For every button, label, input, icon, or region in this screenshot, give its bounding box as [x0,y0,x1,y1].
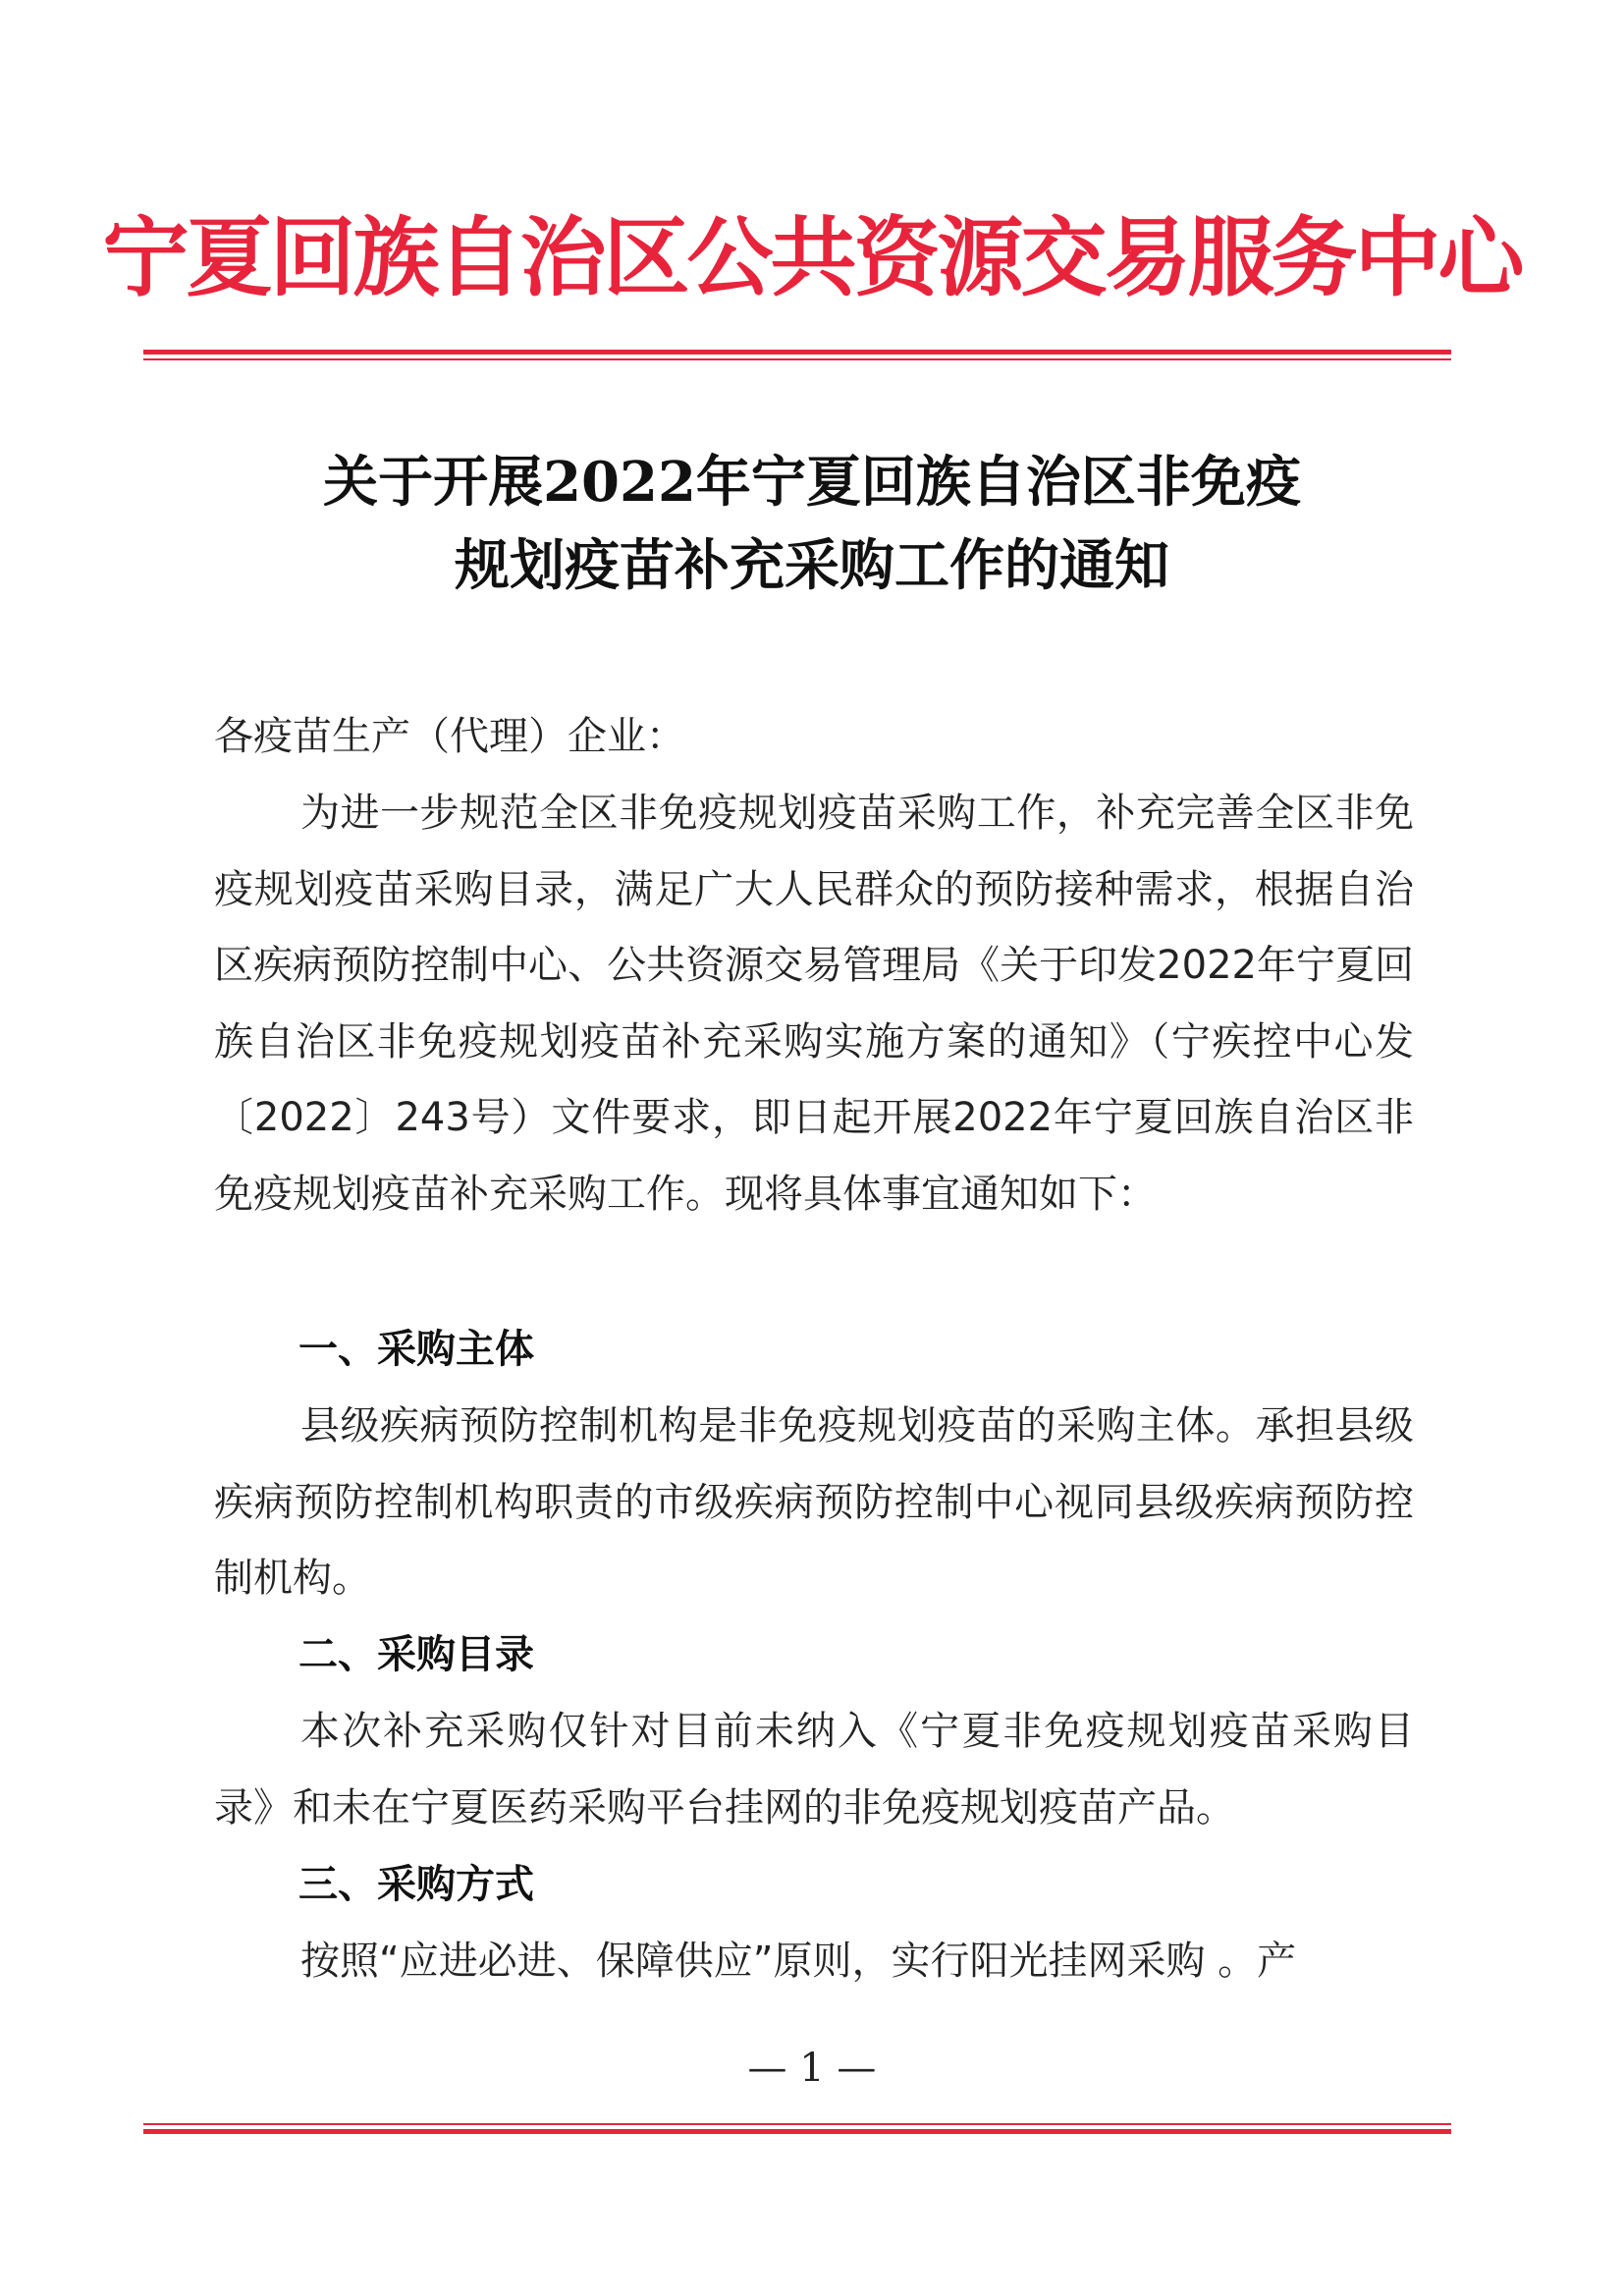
header-red-rule [143,350,1451,363]
document-title-line-2: 规划疫苗补充采购工作的通知 [455,533,1169,598]
red-rule-thick-line [143,2129,1451,2134]
section-paragraph-1: 县级疾病预防控制机构是非免疫规划疫苗的采购主体。承担县级疾病预防控制机构职责的市级疾病预防控制中心视同县级疾病预防控制机构。 [214,1403,1414,1602]
page-number: — 1 — [747,2046,877,2091]
red-rule-thick-line [143,350,1451,355]
organization-header: 宁夏回族自治区公共资源交易服务中心 [102,206,1522,308]
salutation: 各疫苗生产（代理）企业： [214,714,685,759]
red-rule-thin-line [143,358,1451,360]
section-heading-1: 一、采购主体 [298,1327,534,1372]
section-heading-2: 二、采购目录 [298,1632,534,1677]
section-paragraph-3: 按照“应进必进、保障供应”原则，实行阳光挂网采购 。产 [300,1939,1297,1984]
section-heading-3: 三、采购方式 [298,1862,534,1907]
document-title-line-1: 关于开展2022年宁夏回族自治区非免疫 [323,450,1301,515]
footer-red-rule [143,2123,1451,2137]
red-rule-thin-line [143,2123,1451,2125]
section-paragraph-2: 本次补充采购仅针对目前未纳入《宁夏非免疫规划疫苗采购目录》和未在宁夏医药采购平台挂网的非免疫规划疫苗产品。 [214,1709,1414,1831]
intro-paragraph: 为进一步规范全区非免疫规划疫苗采购工作，补充完善全区非免疫规划疫苗采购目录，满足广大人民群众的预防接种需求，根据自治区疾病预防控制中心、公共资源交易管理局《关于印发2022年宁夏回族自治区非免疫规划疫苗补充采购实施方案的通知》（宁疾控中心发〔2022〕243号）文件要求，即日起开展2022年宁夏回族自治区非免疫规划疫苗补充采购工作。现将具体事宜通知如下： [214,791,1414,1217]
